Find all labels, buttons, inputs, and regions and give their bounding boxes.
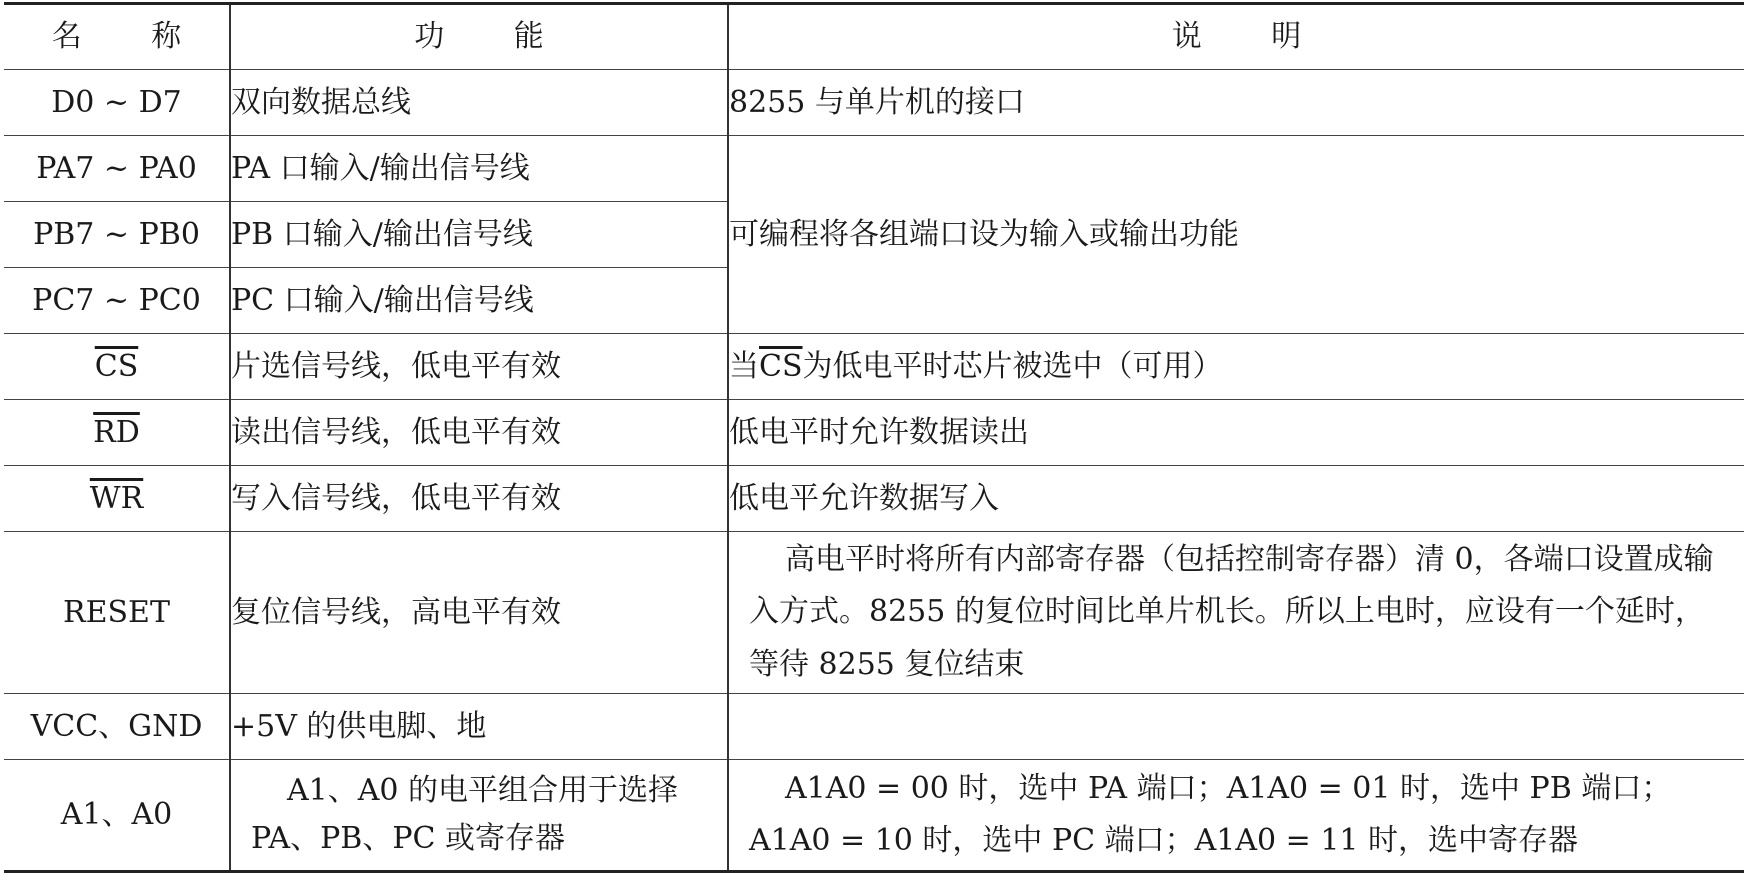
table-row <box>4 532 1744 694</box>
pin-description <box>728 694 1744 760</box>
table-row <box>4 400 1744 466</box>
pin-name: RESET <box>4 532 230 694</box>
description-prefix: 当 <box>729 348 759 384</box>
pin-name: PA7 ~ PA0 <box>4 136 230 202</box>
table-row <box>4 136 1744 202</box>
description-suffix: 为低电平时芯片被选中（可用） <box>802 348 1223 384</box>
header-description: 说 明 <box>728 4 1744 70</box>
header-function: 功 能 <box>230 4 728 70</box>
pin-name: VCC、GND <box>4 694 230 760</box>
pin-function: 双向数据总线 <box>230 70 728 136</box>
pin-function: 片选信号线，低电平有效 <box>230 334 728 400</box>
pin-name <box>4 334 230 400</box>
pin-name: PC7 ~ PC0 <box>4 268 230 334</box>
pin-name <box>4 466 230 532</box>
pin-name-overlined: $\overline{RD}$ <box>93 414 140 450</box>
pin-name-overlined: $\overline{WR}$ <box>89 480 144 516</box>
pin-function-table <box>4 2 1744 873</box>
pin-description <box>728 334 1744 400</box>
pin-function: 读出信号线，低电平有效 <box>230 400 728 466</box>
description-overlined-signal: $\overline{CS}$ <box>759 348 803 384</box>
pin-function: PB 口输入/输出信号线 <box>230 202 728 268</box>
pin-description: A1A0 = 00 时，选中 PA 端口；A1A0 = 01 时，选中 PB 端口；A1A0 = 10 时，选中 PC 端口；A1A0 = 11 时，选中寄存器 <box>728 760 1744 872</box>
table-row <box>4 334 1744 400</box>
pin-name-overlined: $\overline{CS}$ <box>94 348 139 384</box>
pin-function: 写入信号线，低电平有效 <box>230 466 728 532</box>
pin-description: 低电平允许数据写入 <box>728 466 1744 532</box>
pin-name: A1、A0 <box>4 760 230 872</box>
pin-name: D0 ~ D7 <box>4 70 230 136</box>
table-row <box>4 70 1744 136</box>
table-row <box>4 694 1744 760</box>
pin-function: 复位信号线，高电平有效 <box>230 532 728 694</box>
pin-description: 高电平时将所有内部寄存器（包括控制寄存器）清 0，各端口设置成输入方式。8255 的复位时间比单片机长。所以上电时，应设有一个延时，等待 8255 复位结束 <box>728 532 1744 694</box>
pin-name: PB7 ~ PB0 <box>4 202 230 268</box>
pin-description: 可编程将各组端口设为输入或输出功能 <box>728 136 1744 334</box>
pin-name <box>4 400 230 466</box>
table-row <box>4 760 1744 872</box>
pin-description: 低电平时允许数据读出 <box>728 400 1744 466</box>
pin-description: 8255 与单片机的接口 <box>728 70 1744 136</box>
pin-function: PA 口输入/输出信号线 <box>230 136 728 202</box>
header-name: 名 称 <box>4 4 230 70</box>
pin-function: PC 口输入/输出信号线 <box>230 268 728 334</box>
table-header-row <box>4 4 1744 70</box>
pin-function: +5V 的供电脚、地 <box>230 694 728 760</box>
pin-function: A1、A0 的电平组合用于选择 PA、PB、PC 或寄存器 <box>230 760 728 872</box>
table-row <box>4 466 1744 532</box>
